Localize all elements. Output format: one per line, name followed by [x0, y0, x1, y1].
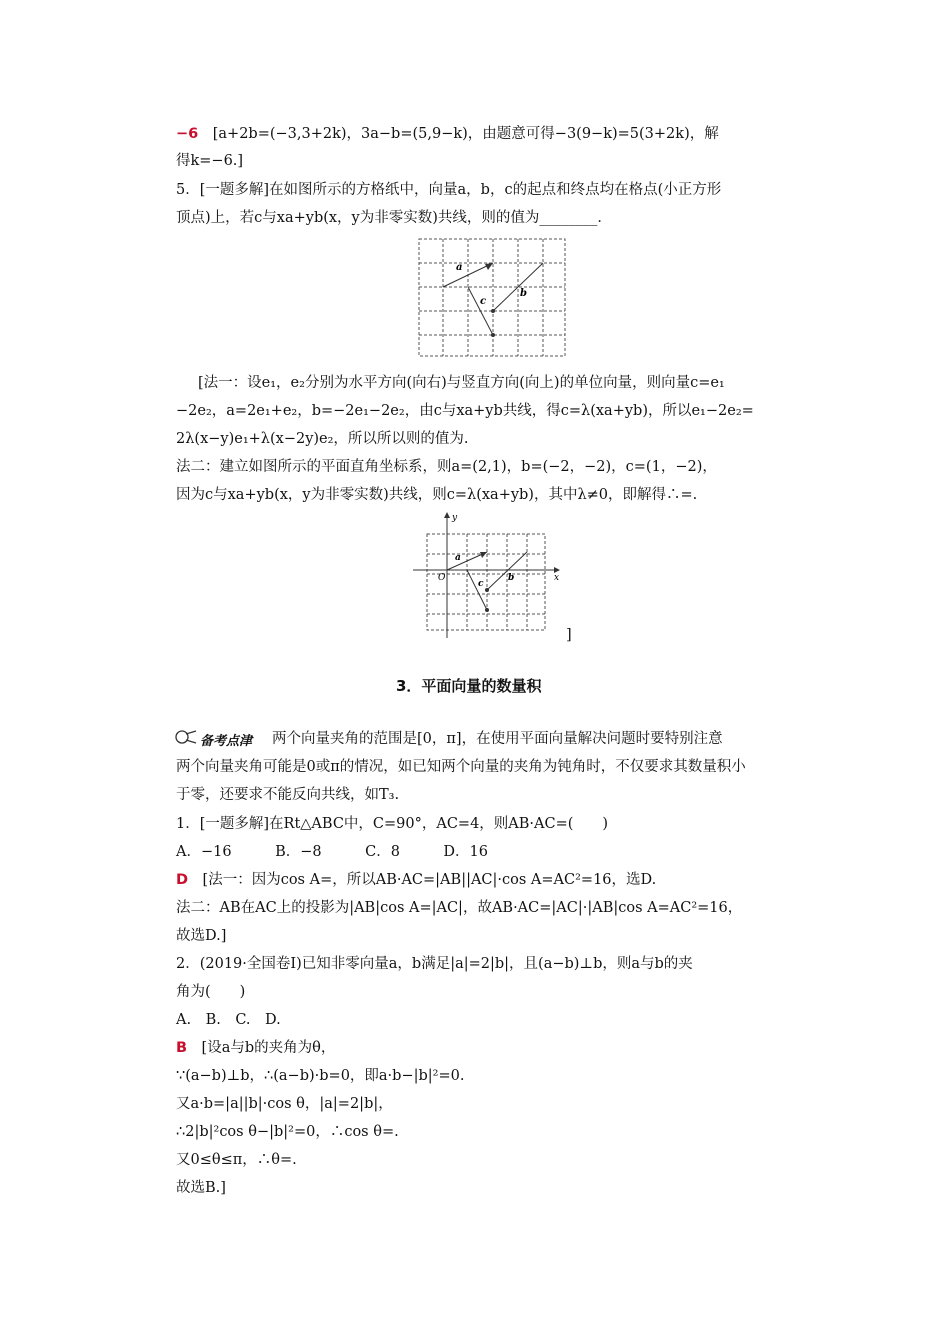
vector-label-b: b	[520, 288, 527, 299]
answer-text: [a+2b=(−3,3+2k)，3a−b=(5,9−k)，由题意可得−3(9−k)=5(3+2k)，解	[198, 126, 719, 142]
solution-end: 故选D.]	[176, 928, 227, 944]
answer-text: [法一：因为cos A=，所以AB·AC=|AB||AC|·cos A=AC²=16，选D.	[188, 872, 657, 888]
vector-label-c: c	[478, 579, 484, 589]
arrowhead-c	[491, 333, 495, 337]
x-axis-label: x	[554, 573, 560, 583]
closing-bracket: ]	[566, 627, 572, 643]
solution-step: 又a·b=|a||b|·cos θ，|a|=2|b|，	[176, 1096, 393, 1112]
arrowhead-b	[485, 588, 489, 592]
answer-text: [设a与b的夹角为θ，	[187, 1040, 336, 1056]
tip-icon	[174, 728, 198, 746]
origin-label: O	[438, 573, 446, 583]
solution-end: 故选B.]	[176, 1180, 226, 1196]
question-5-stem: 5．[一题多解]在如图所示的方格纸中，向量a，b，c的起点和终点均在格点(小正方形	[176, 182, 722, 198]
question-1-options: A．−16 B．−8 C．8 D．16	[176, 844, 488, 860]
vector-label-a: a	[455, 553, 461, 563]
solution-method-2: 法二：建立如图所示的平面直角坐标系，则a=(2,1)，b=(−2，−2)，c=(1，−2)，	[176, 459, 717, 475]
question-5-stem: 顶点)上，若c与xa+yb(x，y为非零实数)共线，则的值为________．	[176, 210, 612, 226]
vector-label-a: a	[456, 262, 463, 273]
answer-mark: −6	[176, 126, 199, 142]
text-line: 得k=−6.]	[176, 153, 244, 169]
vector-c	[467, 570, 487, 610]
tip-text: 于零，还要求不能反向共线，如T₃.	[176, 787, 400, 803]
solution-method-1: [法一：设e₁，e₂分别为水平方向(向右)与竖直方向(向上)的单位向量，则向量c=e₁	[198, 375, 725, 391]
coordinate-figure-2	[410, 510, 570, 642]
y-axis-label: y	[452, 513, 458, 523]
solution-method-1: −2e₂，a=2e₁+e₂，b=−2e₁−2e₂，由c与xa+yb共线，得c=λ(xa+yb)，所以e₁−2e₂=	[176, 403, 754, 419]
text-line	[176, 1038, 335, 1058]
section-title: 3．平面向量的数量积	[396, 677, 542, 695]
solution-method-1: 2λ(x−y)e₁+λ(x−2y)e₂，所以所以则的值为.	[176, 431, 469, 447]
solution-step: 又0≤θ≤π，∴θ=.	[176, 1152, 297, 1168]
solution-method-2: 因为c与xa+yb(x，y为非零实数)共线，则c=λ(xa+yb)，其中λ≠0，即解得∴=.	[176, 487, 698, 503]
tip-text: 两个向量夹角的范围是[0，π]，在使用平面向量解决问题时要特别注意	[272, 731, 723, 747]
vector-label-c: c	[480, 296, 487, 307]
question-1-stem: 1．[一题多解]在Rt△ABC中，C=90°，AC=4，则AB·AC=( )	[176, 816, 609, 832]
vector-label-b: b	[508, 573, 515, 583]
arrowhead-c	[485, 608, 489, 612]
question-2-stem: 角为( )	[176, 984, 246, 1000]
question-2-stem: 2．(2019·全国卷Ⅰ)已知非零向量a，b满足|a|=2|b|，且(a−b)⊥b，则a与b的夹	[176, 956, 693, 972]
solution-step: ∵(a−b)⊥b，∴(a−b)·b=0，即a·b−|b|²=0.	[176, 1068, 465, 1084]
arrowhead-b	[491, 309, 495, 313]
arrowhead-a	[480, 552, 487, 558]
tip-text: 两个向量夹角可能是0或π的情况，如已知两个向量的夹角为钝角时，不仅要求其数量积小	[176, 759, 746, 775]
solution-method-2: 法二：AB在AC上的投影为|AB|cos A=|AC|，故AB·AC=|AC|·|AB|cos A=AC²=16，	[176, 900, 743, 916]
question-2-options: A. B. C. D.	[176, 1012, 281, 1028]
answer-mark: B	[176, 1040, 188, 1056]
answer-mark: D	[176, 872, 189, 888]
grid-figure-1	[418, 238, 568, 358]
text-line	[176, 124, 719, 144]
tip-badge: 备考点津	[200, 734, 253, 749]
y-axis-arrow	[444, 512, 450, 518]
text-line	[176, 870, 656, 890]
solution-step: ∴2|b|²cos θ−|b|²=0，∴cos θ=.	[176, 1124, 399, 1140]
